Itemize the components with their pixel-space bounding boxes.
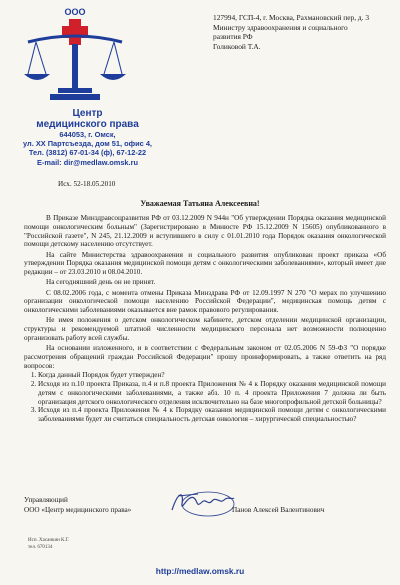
letterhead-block xyxy=(0,108,175,167)
addressee-block xyxy=(213,13,393,51)
outgoing-number: Исх. 52-18.05.2010 xyxy=(58,180,116,188)
executor-name: Исп. Хасанкин К.Г. xyxy=(28,538,70,543)
question-item: 3. Исходя из п.4 проекта Приложения № 4 к Порядку оказания медицинской помощи детям с онкологическими заболеваниями будет ли считаться специальность детская онкология – хирургической специальностью? xyxy=(38,406,386,424)
body-paragraph: На основании изложенного, и в соответствии с Федеральным законом от 02.05.2006 N 59-ФЗ "О порядке рассмотрения обращений граждан Российской Федерации" прошу проинформировать, а также ответить на ряд вопросов: xyxy=(24,344,386,370)
salutation: Уважаемая Татьяна Алексеевна! xyxy=(140,199,260,208)
org-address-line: ул. XX Партсъезда, дом 51, офис 4, xyxy=(23,139,152,149)
questions-list xyxy=(24,371,386,424)
org-phone-line: Тел. (3812) 67-01-34 (ф), 67-12-22 xyxy=(28,148,147,158)
scales-logo-icon xyxy=(20,4,130,114)
body-paragraph: На сегодняшний день он не принят. xyxy=(46,278,156,287)
body-paragraph: На сайте Министерства здравоохранения и социального развития опубликован проект приказа «Об утверждении Порядка оказания медицинской помощи детям с онкологическими заболеваниями», который имеет дне редакции – от 23.03.2010 и 08.04.2010. xyxy=(24,250,386,276)
executor-phone: тел. 670134 xyxy=(28,544,53,550)
signer-organization: ООО «Центр медицинского права» xyxy=(24,506,132,514)
body-paragraph: С 08.02.2006 года, с момента отмены Приказа Минздрава РФ от 12.09.1997 N 270 "О мерах по улучшению организации онкологической помощи населению Российской Федерации", медицинская помощь детям с онкологическими заболеваниями оказывается вне рамок правового регулирования. xyxy=(24,288,386,314)
signer-name: Панов Алексей Валентинович xyxy=(232,506,325,514)
executor-note xyxy=(28,538,69,551)
signature-role xyxy=(24,495,131,515)
question-item: 2. Исходя из п.10 проекта Приказа, п.4 и п.8 проекта Приложения № 4 к Порядку оказания медицинской помощи детям с онкологическими заболеваниями, а также абз. 10 п. 4 проекта Приложения 7 должна ли быть организация детского онкологического отделения исключительно на базе многопрофильной детской больницы? xyxy=(38,380,386,406)
addressee-line: Министру здравоохранения и социального xyxy=(213,22,348,32)
addressee-line: развития РФ xyxy=(213,32,253,42)
logo-abbr: ООО xyxy=(64,7,86,17)
handwritten-signature-icon xyxy=(168,484,238,520)
addressee-line: Голиковой Т.А. xyxy=(213,41,261,51)
signer-title: Управляющий xyxy=(24,496,68,504)
org-email-line: E-mail: dir@medlaw.omsk.ru xyxy=(37,157,138,167)
org-name-line-1: Центр xyxy=(72,108,103,119)
body-paragraph: В Приказе Минздравсоцразвития РФ от 03.12.2009 N 944н "Об утверждении Порядка оказания медицинской помощи онкологическим больным" (Зарегистрировано в Минюсте РФ 15.12.2009 N 15605) опубликованного в "Российской газете", N 245, 21.12.2009 и вступившего в силу с 01.01.2010 года Порядок оказания онкологической помощи детскому населению отсутствует. xyxy=(24,214,386,249)
org-address-line: 644053, г. Омск, xyxy=(59,130,116,139)
org-name-line-2: медицинского права xyxy=(36,119,139,130)
question-item: 1. Когда данный Порядок будет утвержден? xyxy=(38,371,386,380)
body-paragraph: Не имея положения о детском онкологическом кабинете, детском отделении медицинской организации, структуры и рекомендуемой штатной численности медицинского персонала нет возможности полноценно организовать работу всей службы. xyxy=(24,316,386,342)
letter-body xyxy=(24,214,386,424)
addressee-line: 127994, ГСП-4, г. Москва, Рахмановский пер, д. 3 xyxy=(213,13,370,22)
website-link[interactable]: http://medlaw.omsk.ru xyxy=(155,566,245,576)
